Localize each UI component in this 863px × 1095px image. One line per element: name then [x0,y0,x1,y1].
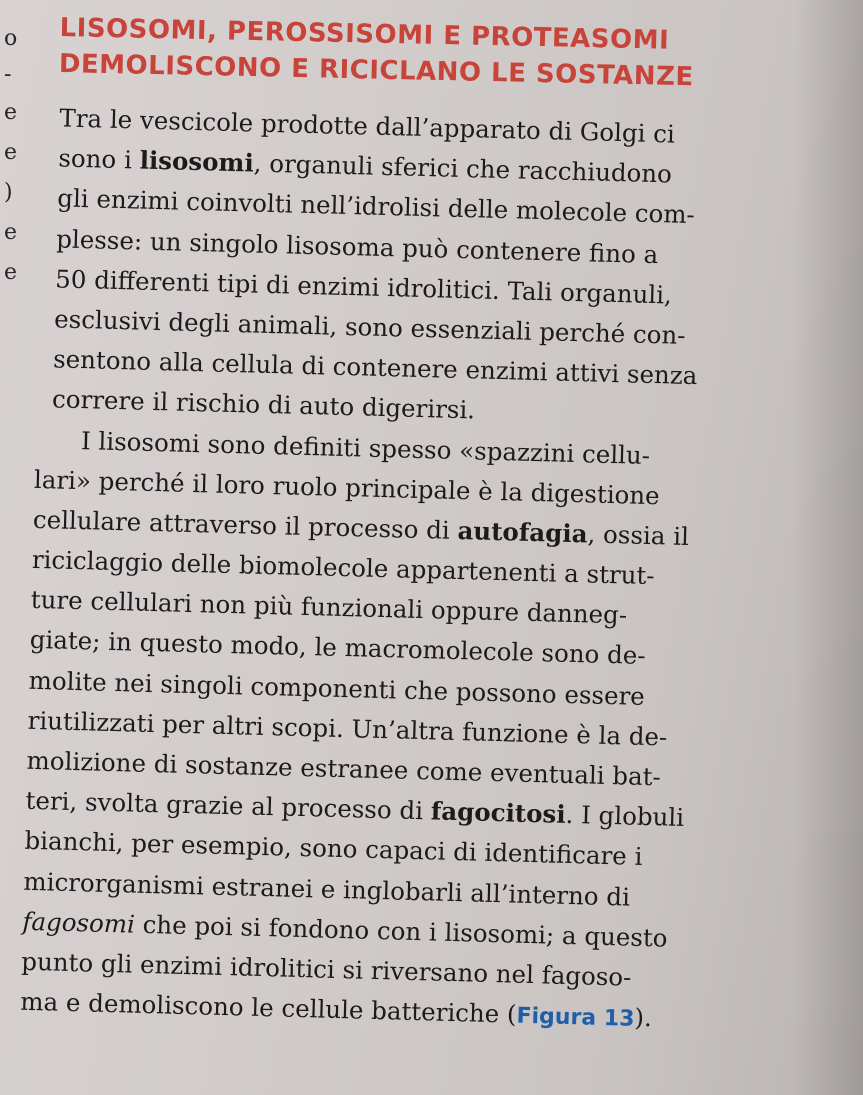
section-heading-line-2: DEMOLISCONO E RICICLANO LE SOSTANZE [58,48,695,93]
text-span: cellulare attraverso il processo di [32,504,458,545]
text-line: microrganismi estranei e inglobarli all’interno di [23,866,631,912]
margin-char: e [4,220,18,245]
text-span: ). [634,1002,653,1033]
term-lisosomi: lisosomi [139,145,255,178]
margin-char: ) [4,180,13,205]
margin-char: e [4,100,18,125]
text-line: I lisosomi sono definiti spesso «spazzini cellu- [80,425,651,470]
text-line: molizione di sostanze estranee come eventuali bat- [26,745,662,792]
body-text [20,98,804,1042]
text-line: bianchi, per esempio, sono capaci di identificare i [24,826,643,872]
text-line: molite nei singoli componenti che possono essere [28,665,646,711]
text-span: . I globuli [565,800,685,833]
text-line: plesse: un singolo lisosoma può contenere fino a [55,223,659,269]
text-line: riciclaggio delle biomolecole appartenenti a strut- [31,544,656,591]
text-line: sentono alla cellula di contenere enzimi attivi senza [52,344,698,391]
page-curve-shadow [793,0,863,1095]
text-span: , ossia il [587,519,690,551]
text-span: sono i [58,143,141,175]
paragraph-1 [36,98,804,439]
margin-char: e [4,260,18,285]
paragraph-2 [20,419,796,1042]
term-autofagia: autofagia [457,515,588,549]
text-span: ma e demoliscono le cellule batteriche ( [19,986,517,1029]
figure-reference: Figura 13 [516,1003,635,1032]
margin-char: - [4,62,12,87]
text-span: che poi si fondono con i lisosomi; a questo [134,909,668,953]
text-line: 50 differenti tipi di enzimi idrolitici. Tali organuli, [54,264,673,310]
text-line: gli enzimi coinvolti nell’idrolisi delle molecole com- [57,183,696,230]
term-fagocitosi: fagocitosi [430,796,567,830]
text-line: punto gli enzimi idrolitici si riversano nel fagoso- [21,946,632,992]
text-line: lari» perché il loro ruolo principale è la digestione [33,464,661,510]
text-line: giate; in questo modo, le macromolecole sono de- [29,625,646,671]
text-line: Tra le vescicole prodotte dall’apparato di Golgi ci [59,103,676,149]
text-line: correre il rischio di auto digerirsi. [51,384,476,425]
text-line: riutilizzati per altri scopi. Un’altra funzione è la de- [27,705,668,752]
section-heading-line-1: LISOSOMI, PEROSSISOMI E PROTEASOMI [59,12,670,56]
margin-char: e [4,140,18,165]
text-span: teri, svolta grazie al processo di [25,785,432,826]
margin-char: o [4,26,18,51]
text-line: esclusivi degli animali, sono essenziali perché con- [53,304,686,350]
term-fagosomi: fagosomi [22,906,136,939]
text-span: , organuli sferici che racchiudono [253,148,673,189]
previous-page-margin [0,0,20,1095]
section-heading [58,10,819,98]
text-line: ture cellulari non più funzionali oppure danneg- [30,585,628,630]
